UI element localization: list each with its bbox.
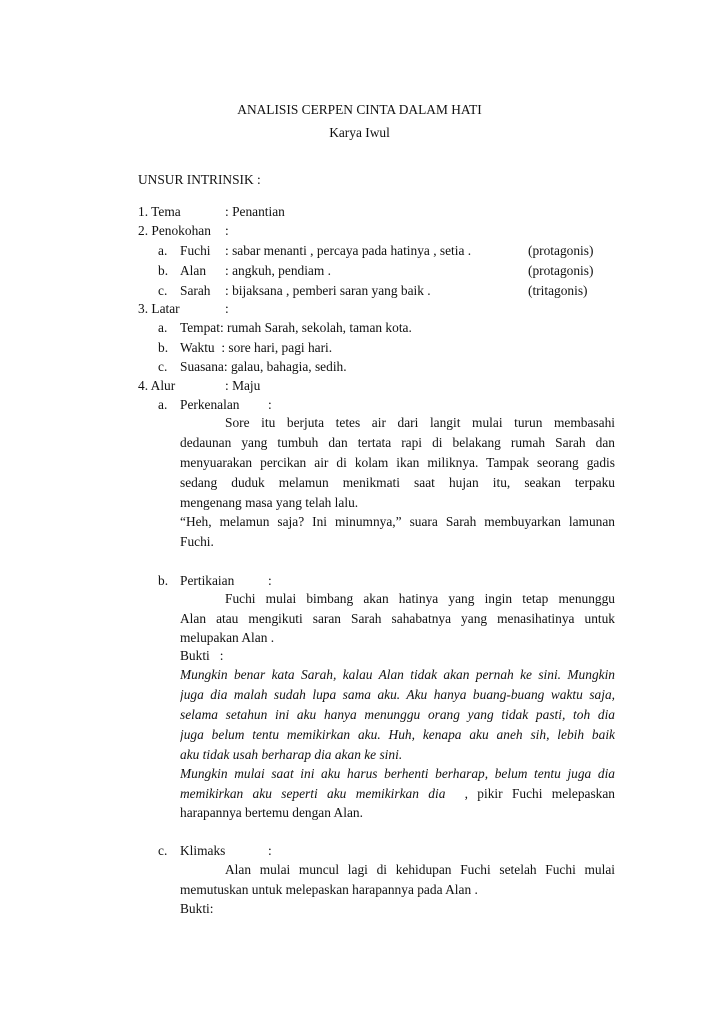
plot-stage-colon: : [268,397,272,412]
evidence-quote-line: aku tidak usah berharap dia akan ke sini. [180,747,403,762]
evidence-quote-line: selama setahun ini aku hanya menunggu orang yang tidak pasti, toh dia [180,707,615,722]
paragraph-line: melupakan Alan . [180,630,275,645]
character-marker: c. [158,283,168,298]
section-heading: UNSUR INTRINSIK : [138,172,261,187]
character-role: (protagonis) [528,263,594,278]
character-marker: b. [158,263,169,278]
tema-value: : Penantian [225,204,285,219]
setting-place: Tempat: rumah Sarah, sekolah, taman kota. [180,320,412,335]
evidence-quote-line: Mungkin mulai saat ini aku harus berhenti berharap, belum tentu juga dia [180,766,615,781]
paragraph-line: sedang duduk melamun menikmati saat hujan itu, seakan terpaku [180,475,615,490]
plot-stage-colon: : [268,573,272,588]
alur-label: 4. Alur [138,378,176,393]
setting-marker: a. [158,320,168,335]
evidence-quote-line: juga dia malah sudah lupa sama aku. Aku hanya buang-buang waktu saja, [180,687,615,702]
paragraph-line: “Heh, melamun saja? Ini minumnya,” suara Sarah membuyarkan lamunan [180,514,615,529]
paragraph-line: Sore itu berjuta tetes air dari langit mulai turun membasahi [225,415,615,430]
alur-value: : Maju [225,378,261,393]
latar-colon: : [225,301,229,316]
setting-mood: Suasana: galau, bahagia, sedih. [180,359,347,374]
document-title: ANALISIS CERPEN CINTA DALAM HATI [237,102,482,117]
character-role: (tritagonis) [528,283,588,298]
setting-marker: c. [158,359,168,374]
paragraph-line: Fuchi. [180,534,214,549]
plot-stage-marker: b. [158,573,169,588]
setting-marker: b. [158,340,169,355]
penokohan-colon: : [225,223,229,238]
latar-label: 3. Latar [138,301,180,316]
setting-time: Waktu : sore hari, pagi hari. [180,340,333,355]
character-description: : angkuh, pendiam . [225,263,331,278]
evidence-label: Bukti: [180,901,214,916]
plot-stage-title: Pertikaian [180,573,235,588]
plot-stage-marker: c. [158,843,168,858]
penokohan-label: 2. Penokohan [138,223,211,238]
character-name: Fuchi [180,243,211,258]
paragraph-line: Fuchi mulai bimbang akan hatinya yang ingin tetap menunggu [225,591,615,606]
evidence-quote-line [180,786,615,802]
evidence-quote-line: juga belum tentu memikirkan aku. Huh, kenapa aku aneh sih, lebih baik [180,727,615,742]
paragraph-line: mengenang masa yang telah lalu. [180,495,359,510]
character-description: : sabar menanti , percaya pada hatinya , setia . [225,243,472,258]
character-name: Sarah [180,283,211,298]
character-name: Alan [180,263,207,278]
character-description: : bijaksana , pemberi saran yang baik . [225,283,431,298]
plot-stage-colon: : [268,843,272,858]
tema-label: 1. Tema [138,204,181,219]
plot-stage-marker: a. [158,397,168,412]
evidence-label: Bukti : [180,648,224,663]
paragraph-line: harapannya bertemu dengan Alan. [180,805,363,820]
paragraph-line: Alan atau mengikuti saran Sarah sahabatnya yang menasihatinya untuk [180,611,615,626]
character-role: (protagonis) [528,243,594,258]
evidence-quote-italic: memikirkan aku seperti aku memikirkan dia [180,786,446,801]
document-author: Karya Iwul [329,125,390,140]
evidence-quote-narration: , pikir Fuchi melepaskan [464,786,615,801]
evidence-quote-line: Mungkin benar kata Sarah, kalau Alan tidak akan pernah ke sini. Mungkin [180,667,615,682]
plot-stage-title: Klimaks [180,843,226,858]
character-marker: a. [158,243,168,258]
paragraph-line: dedaunan yang tumbuh dan tertata rapi di belakang rumah Sarah dan [180,435,615,450]
paragraph-line: memutuskan untuk melepaskan harapannya pada Alan . [180,882,478,897]
plot-stage-title: Perkenalan [180,397,240,412]
paragraph-line: Alan mulai muncul lagi di kehidupan Fuchi setelah Fuchi mulai [225,862,615,877]
paragraph-line: menyuarakan percikan air di kolam ikan miliknya. Tampak seorang gadis [180,455,615,470]
